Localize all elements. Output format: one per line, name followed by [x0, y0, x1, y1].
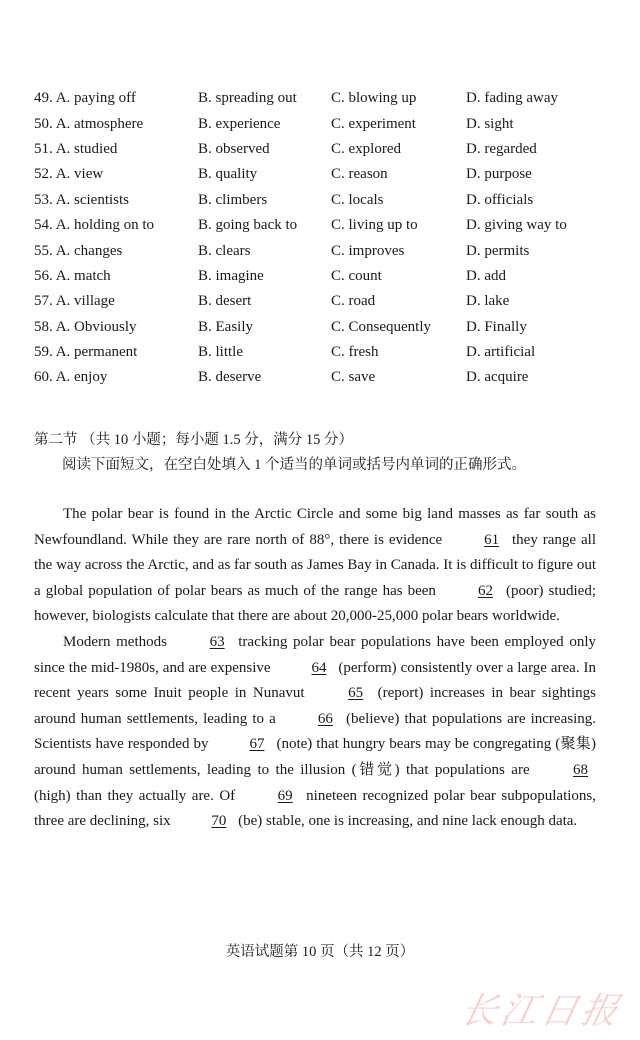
- option-d: D. lake: [466, 293, 510, 310]
- blank-70: 70: [211, 813, 227, 830]
- passage-text: (high) than they actually are. Of: [34, 787, 241, 804]
- option-b: B. clears: [198, 242, 251, 259]
- option-c: C. explored: [331, 140, 401, 157]
- option-row: [34, 86, 614, 111]
- question-and-option-a: [34, 268, 198, 285]
- question-and-option-a: [34, 217, 198, 234]
- newspaper-watermark-logo: 长江日报: [456, 991, 626, 1032]
- passage-paragraph-2: [34, 630, 596, 835]
- blank-65: 65: [348, 685, 364, 702]
- blank-67: 67: [249, 736, 265, 753]
- option-b: B. little: [198, 344, 243, 361]
- option-a: A. scientists: [55, 191, 130, 208]
- blank-66: 66: [317, 710, 333, 727]
- option-c: C. experiment: [331, 115, 416, 132]
- blank-62: 62: [477, 582, 493, 599]
- passage-text: (be) stable, one is increasing, and nine lack enough data.: [234, 813, 578, 830]
- passage-text: (believe) that populations are increasing. Scientists have responded by: [34, 710, 596, 753]
- option-b: B. spreading out: [198, 90, 297, 107]
- option-a: A. changes: [55, 242, 123, 259]
- reading-passage: [34, 502, 596, 835]
- option-d: D. purpose: [466, 166, 532, 183]
- question-number: 58.: [34, 318, 53, 335]
- question-number: 50.: [34, 115, 53, 132]
- option-row: [34, 289, 614, 314]
- option-b: B. going back to: [198, 217, 298, 234]
- option-c: C. fresh: [331, 344, 379, 361]
- option-d: D. Finally: [466, 318, 527, 335]
- option-row: [34, 365, 614, 390]
- question-number: 51.: [34, 140, 53, 157]
- question-and-option-a: [34, 192, 198, 209]
- option-b: B. deserve: [198, 369, 262, 386]
- passage-text: they range all the way across the Arctic, and as far south as James Bay in Canada. It is difficult to figure out a global population of polar bears as much of the range has been: [34, 531, 596, 599]
- option-c: C. road: [331, 293, 376, 310]
- option-d: D. permits: [466, 242, 530, 259]
- blank-61: 61: [484, 531, 500, 548]
- question-and-option-a: [34, 293, 198, 310]
- option-row: [34, 111, 614, 136]
- option-a: A. village: [55, 293, 115, 310]
- question-number: 53.: [34, 191, 53, 208]
- question-number: 55.: [34, 242, 53, 259]
- option-row: [34, 188, 614, 213]
- option-d: D. officials: [466, 191, 534, 208]
- question-and-option-a: [34, 116, 198, 133]
- option-a: A. paying off: [55, 90, 136, 107]
- question-number: 57.: [34, 293, 53, 310]
- option-b: B. Easily: [198, 318, 253, 335]
- question-and-option-a: [34, 90, 198, 107]
- question-and-option-a: [34, 243, 198, 260]
- option-c: C. reason: [331, 166, 388, 183]
- option-row: [34, 238, 614, 263]
- option-a: A. holding on to: [55, 217, 155, 234]
- question-and-option-a: [34, 141, 198, 158]
- option-d: D. fading away: [466, 90, 559, 107]
- passage-text: nineteen recognized polar bear subpopulations, three are declining, six: [34, 787, 596, 830]
- option-a: A. enjoy: [55, 369, 108, 386]
- blank-63: 63: [209, 633, 225, 650]
- blank-69: 69: [277, 787, 293, 804]
- passage-paragraph-1: [34, 502, 596, 630]
- question-number: 54.: [34, 217, 53, 234]
- passage-text: tracking polar bear populations have been employed only since the mid-1980s, and are expensive: [34, 633, 596, 676]
- option-d: D. artificial: [466, 344, 536, 361]
- option-c: C. count: [331, 267, 382, 284]
- option-b: B. desert: [198, 293, 252, 310]
- passage-text: (poor) studied; however, biologists calculate that there are about 20,000-25,000 polar bears worldwide.: [34, 582, 596, 625]
- option-d: D. add: [466, 267, 506, 284]
- option-b: B. quality: [198, 166, 258, 183]
- option-c: C. improves: [331, 242, 405, 259]
- option-row: [34, 137, 614, 162]
- section-instruction: 阅读下面短文，在空白处填入 1 个适当的单词或括号内单词的正确形式。: [62, 457, 526, 473]
- option-c: C. save: [331, 369, 376, 386]
- option-d: D. regarded: [466, 140, 537, 157]
- option-a: A. view: [55, 166, 104, 183]
- page-footer: 英语试题第 10 页（共 12 页）: [225, 944, 415, 960]
- option-b: B. imagine: [198, 267, 264, 284]
- option-row: [34, 340, 614, 365]
- blank-64: 64: [311, 659, 327, 676]
- option-c: C. locals: [331, 191, 384, 208]
- option-c: C. blowing up: [331, 90, 417, 107]
- option-c: C. Consequently: [331, 318, 431, 335]
- option-a: A. studied: [55, 140, 118, 157]
- question-and-option-a: [34, 319, 198, 336]
- option-d: D. acquire: [466, 369, 529, 386]
- option-b: B. climbers: [198, 191, 268, 208]
- option-row: [34, 264, 614, 289]
- passage-text: (note) that hungry bears may be congregating (聚集) around human settlements, leading to the illusion (错觉) that populations are: [34, 736, 596, 778]
- question-number: 49.: [34, 90, 53, 107]
- option-a: A. match: [55, 267, 111, 284]
- passage-text: (report) increases in bear sightings around human settlements, leading to a: [34, 685, 596, 727]
- option-row: [34, 213, 614, 238]
- passage-text: Modern methods: [63, 633, 173, 650]
- option-row: [34, 162, 614, 187]
- option-a: A. permanent: [55, 344, 138, 361]
- option-row: [34, 315, 614, 340]
- option-b: B. observed: [198, 140, 270, 157]
- option-a: A. Obviously: [55, 318, 137, 335]
- option-d: D. giving way to: [466, 217, 567, 234]
- passage-text: The polar bear is found in the Arctic Circle and some big land masses as far south as Newfoundland. While they are rare north of 88°, there is evidence: [34, 506, 596, 548]
- question-number: 56.: [34, 267, 53, 284]
- option-d: D. sight: [466, 115, 514, 132]
- answer-options-list: [34, 86, 614, 391]
- option-c: C. living up to: [331, 217, 418, 234]
- question-number: 60.: [34, 369, 53, 386]
- question-number: 52.: [34, 166, 53, 183]
- question-number: 59.: [34, 344, 53, 361]
- passage-text: (perform) consistently over a large area. In recent years some Inuit people in Nunavut: [34, 659, 596, 702]
- option-a: A. atmosphere: [55, 115, 144, 132]
- question-and-option-a: [34, 166, 198, 183]
- section-heading: 第二节 （共 10 小题；每小题 1.5 分，满分 15 分）: [34, 432, 353, 448]
- question-and-option-a: [34, 344, 198, 361]
- option-b: B. experience: [198, 115, 281, 132]
- blank-68: 68: [573, 761, 588, 778]
- question-and-option-a: [34, 369, 198, 386]
